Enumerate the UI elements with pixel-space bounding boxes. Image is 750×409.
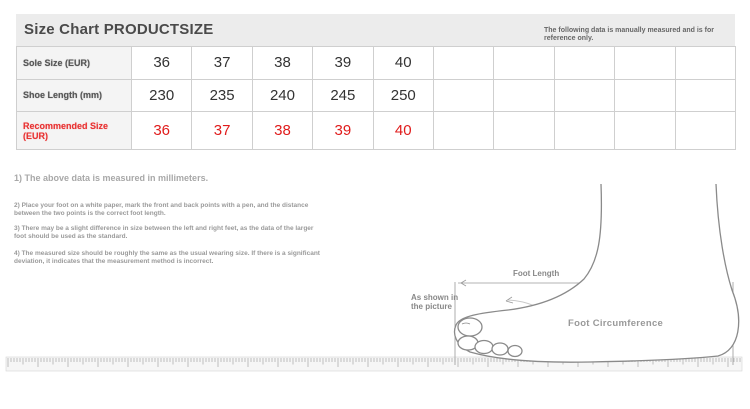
reference-note: The following data is manually measured and is for reference only.	[544, 27, 714, 42]
table-cell: 40	[373, 112, 433, 150]
table-cell	[433, 79, 493, 112]
table-cell: 37	[192, 47, 252, 80]
size-chart-header	[16, 14, 735, 46]
table-cell: 38	[252, 47, 312, 80]
table-cell	[675, 79, 735, 112]
table-cell: 245	[313, 79, 373, 112]
instruction-4: 4) The measured size should be roughly the same as the usual wearing size. If there is a significant deviation, it indicates that the measurement method is incorrect.	[14, 250, 320, 265]
table-cell	[494, 112, 554, 150]
table-row-sole-size	[17, 47, 736, 80]
size-table	[16, 46, 736, 150]
table-row-shoe-length	[17, 79, 736, 112]
table-cell	[675, 47, 735, 80]
table-cell	[554, 79, 614, 112]
table-cell	[615, 112, 675, 150]
row-label: Shoe Length (mm)	[17, 79, 132, 112]
row-label: Recommended Size (EUR)	[17, 112, 132, 150]
table-cell: 36	[132, 112, 192, 150]
table-cell	[554, 112, 614, 150]
table-cell	[675, 112, 735, 150]
table-cell	[494, 79, 554, 112]
table-cell: 39	[313, 47, 373, 80]
table-cell	[554, 47, 614, 80]
row-label: Sole Size (EUR)	[17, 47, 132, 80]
table-row-recommended-size	[17, 112, 736, 150]
table-cell: 230	[132, 79, 192, 112]
table-cell: 250	[373, 79, 433, 112]
table-cell	[433, 47, 493, 80]
table-cell: 37	[192, 112, 252, 150]
instruction-3: 3) There may be a slight difference in size between the left and right feet, as the data of the larger foot should be used as the standard.	[14, 225, 314, 240]
foot-length-label: Foot Length	[513, 269, 560, 278]
table-cell: 36	[132, 47, 192, 80]
table-cell: 39	[313, 112, 373, 150]
table-cell: 235	[192, 79, 252, 112]
table-cell	[494, 47, 554, 80]
instruction-1: 1) The above data is measured in millimeters.	[14, 173, 209, 183]
page-title: Size Chart PRODUCTSIZE	[24, 21, 214, 38]
table-cell: 240	[252, 79, 312, 112]
foot-measurement-illustration	[0, 170, 750, 409]
table-cell: 40	[373, 47, 433, 80]
foot-outline	[455, 184, 739, 362]
table-cell	[433, 112, 493, 150]
table-cell	[615, 79, 675, 112]
table-cell	[615, 47, 675, 80]
instruction-2: 2) Place your foot on a white paper, mark the front and back points with a pen, and the distance between the two points is the correct foot length.	[14, 202, 309, 217]
as-shown-label: As shown in the picture	[411, 293, 459, 311]
table-cell: 38	[252, 112, 312, 150]
foot-circumference-label: Foot Circumference	[568, 318, 664, 329]
